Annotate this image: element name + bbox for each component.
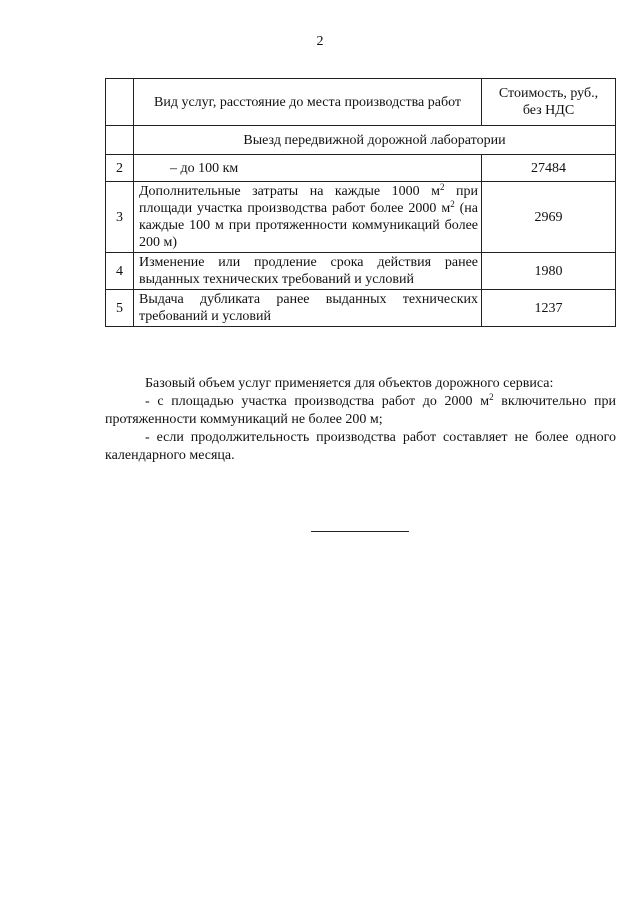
row-description: – до 100 км [134, 155, 482, 182]
row-description: Дополнительные затраты на каждые 1000 $м^2$ при площади участка производства работ более 2000 $м^2$ (на каждые 100 м при протяженности коммуникаций более 200 м) [134, 182, 482, 253]
row-description: Изменение или продление срока действия ранее выданных технических требований и условий [134, 253, 482, 290]
row-number: 4 [106, 253, 134, 290]
table-header-row [106, 79, 616, 126]
row-cost: 1980 [482, 253, 616, 290]
row-cost: 1237 [482, 290, 616, 327]
notes-item: - с площадью участка производства работ до 2000 $м^2$ включительно при протяженности коммуникаций не более 200 м; [105, 392, 616, 427]
header-cost: Стоимость, руб., без НДС [482, 79, 616, 126]
page-number: 2 [316, 34, 324, 49]
row-number: 2 [106, 155, 134, 182]
tariff-table [105, 78, 616, 327]
row-number: 3 [106, 182, 134, 253]
table-row [106, 290, 616, 327]
row-cost: 27484 [482, 155, 616, 182]
section-num-cell [106, 126, 134, 155]
table-row [106, 155, 616, 182]
header-num-cell [106, 79, 134, 126]
notes-block [105, 375, 616, 465]
notes-item: - если продолжительность производства работ составляет не более одного календарного месяца. [105, 430, 616, 463]
row-cost: 2969 [482, 182, 616, 253]
row-description: Выдача дубликата ранее выданных технических требований и условий [134, 290, 482, 327]
closing-line [311, 531, 409, 532]
header-description: Вид услуг, расстояние до места производства работ [134, 79, 482, 126]
row-number: 5 [106, 290, 134, 327]
table-section-row [106, 126, 616, 155]
table-row [106, 253, 616, 290]
table-row [106, 182, 616, 253]
notes-intro: Базовый объем услуг применяется для объектов дорожного сервиса: [145, 376, 554, 391]
section-title: Выезд передвижной дорожной лаборатории [134, 126, 616, 155]
